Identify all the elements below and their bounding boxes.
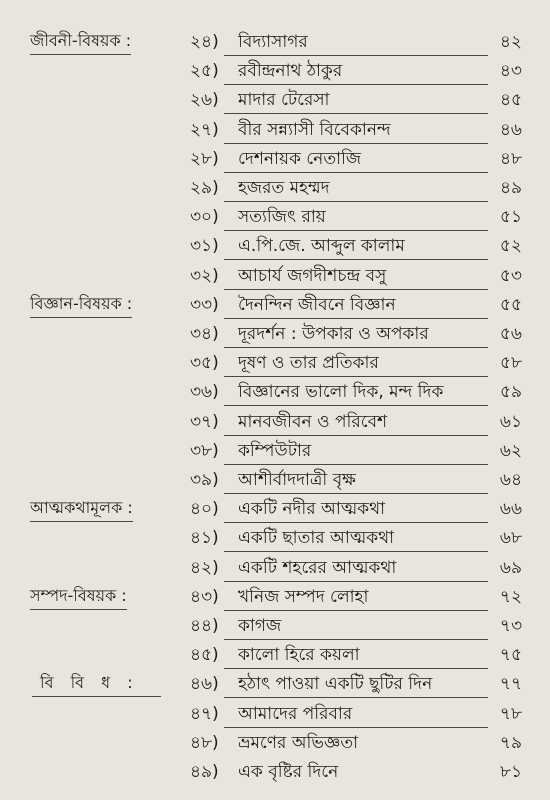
toc-entry [0,59,550,87]
toc-entry [0,118,550,146]
entry-title: হজরত মহম্মদ [238,178,330,198]
toc-entry [0,234,550,262]
toc-entry [0,556,550,584]
toc-entry [0,264,550,292]
entry-page: ৬১ [499,411,522,432]
entry-rule [224,201,488,202]
entry-page: ৭৭ [499,674,522,695]
entry-rule [224,143,488,144]
entry-number: ২৮) [190,148,219,169]
entry-title: দৈনন্দিন জীবনে বিজ্ঞান [238,294,396,315]
entry-rule [224,405,488,406]
entry-title: মানবজীবন ও পরিবেশ [238,411,388,432]
entry-title: কম্পিউটার [238,440,312,461]
entry-page: ৪৯ [499,178,522,198]
entry-rule [224,318,488,319]
toc-entry [0,205,550,233]
entry-title: আচার্য জগদীশচন্দ্র বসু [238,265,387,286]
entry-number: ২৭) [190,119,219,140]
entry-rule [224,610,488,611]
entry-title: মাদার টেরেসা [238,90,330,111]
entry-rule [224,55,488,56]
entry-page: ৭৮ [499,703,522,724]
entry-page: ৪২ [499,32,522,52]
toc-entry [0,614,550,642]
entry-page: ৫৬ [499,324,522,344]
entry-number: ৪১) [190,528,219,549]
entry-number: ৩৫) [190,353,219,374]
entry-title: একটি শহরের আত্মকথা [238,557,397,578]
toc-entry [0,760,550,788]
entry-rule [224,230,488,231]
entry-title: সত্যজিৎ রায় [238,207,326,228]
entry-title: হঠাৎ পাওয়া একটি ছুটির দিন [238,674,433,695]
entry-page: ৮১ [499,762,522,782]
entry-page: ৬৯ [499,557,522,578]
entry-title: দেশনায়ক নেতাজি [238,148,362,169]
entry-page: ৭৩ [499,616,522,636]
entry-page: ৫২ [499,236,522,257]
entry-rule [224,259,488,260]
entry-number: ৩০) [190,207,219,228]
toc-entry [0,672,550,700]
entry-number: ৩৩) [190,294,219,315]
entry-page: ৬৪ [499,470,522,490]
toc-entry [0,147,550,175]
entry-title: বিজ্ঞানের ভালো দিক, মন্দ দিক [238,382,444,403]
toc-entry [0,410,550,438]
toc-entry [0,30,550,58]
entry-page: ৭৫ [499,645,522,666]
entry-page: ৬২ [499,440,522,461]
entry-title: বিদ্যাসাগর [238,32,308,52]
entry-title: এ.পি.জে. আব্দুল কালাম [238,236,405,257]
entry-page: ৪৩ [499,61,522,82]
entry-number: ৪৬) [190,674,219,695]
entry-number: ২৪) [190,32,219,52]
entry-number: ৩৯) [190,470,219,490]
entry-title: আশীর্বাদদাত্রী বৃক্ষ [238,470,356,490]
entry-title: কালো হিরে কয়লা [238,645,360,666]
entry-title: দূষণ ও তার প্রতিকার [238,353,379,374]
entry-page: ৪৬ [499,119,522,140]
entry-number: ৩৭) [190,411,219,432]
entry-number: ৩৪) [190,324,219,344]
entry-rule [224,551,488,552]
entry-number: ৩৮) [190,440,219,461]
section-label: জীবনী-বিষয়ক : [30,31,132,50]
entry-page: ৫৩ [499,265,522,286]
entry-title: একটি ছাতার আত্মকথা [238,528,395,549]
entry-rule [224,493,488,494]
entry-page: ৭২ [499,586,522,607]
entry-number: ২৫) [190,61,219,82]
entry-rule [224,668,488,669]
toc-entry [0,88,550,116]
entry-rule [224,113,488,114]
entry-rule [224,727,488,728]
entry-title: বীর সন্ন্যাসী বিবেকানন্দ [238,119,391,140]
entry-page: ৫৯ [499,382,522,403]
toc-entry [0,468,550,496]
toc-entry [0,702,550,730]
entry-page: ৬৬ [499,499,522,520]
entry-title: কাগজ [238,616,282,636]
entry-title: এক বৃষ্টির দিনে [238,762,339,782]
toc-entry [0,585,550,613]
entry-page: ৭৯ [499,732,522,753]
entry-title: খনিজ সম্পদ লোহা [238,586,369,607]
entry-number: ৪৫) [190,645,219,666]
entry-rule [224,522,488,523]
entry-number: ৪৪) [190,616,219,636]
toc-entry [0,293,550,321]
section-label: সম্পদ-বিষয়ক : [30,585,127,605]
entry-number: ২৬) [190,90,219,111]
entry-number: ৪৩) [190,586,219,607]
entry-number: ২৯) [190,178,219,198]
toc-entry [0,351,550,379]
entry-number: ৩২) [190,265,219,286]
entry-rule [224,289,488,290]
toc-entry [0,380,550,408]
entry-title: দূরদর্শন : উপকার ও অপকার [238,324,429,344]
section-label: বিজ্ঞান-বিষয়ক : [30,293,133,313]
entry-page: ৪৮ [499,148,522,169]
entry-number: ৪০) [190,499,219,520]
toc-entry [0,526,550,554]
entry-title: ভ্রমণের অভিজ্ঞতা [238,732,359,753]
entry-title: আমাদের পরিবার [238,703,353,724]
entry-number: ৩১) [190,236,219,257]
entry-rule [224,347,488,348]
entry-number: ৪৯) [190,762,219,782]
entry-page: ৫৮ [499,353,522,374]
toc-entry [0,497,550,525]
entry-number: ৪৮) [190,732,219,753]
toc-entry [0,176,550,204]
entry-rule [224,581,488,582]
toc-entry [0,731,550,759]
entry-page: ৫১ [499,207,522,228]
section-label: বি বি ধ : [40,673,139,693]
entry-rule [224,435,488,436]
entry-rule [224,639,488,640]
entry-number: ৪২) [190,557,219,578]
entry-title: রবীন্দ্রনাথ ঠাকুর [238,61,343,82]
entry-rule [224,376,488,377]
toc-entry [0,439,550,467]
entry-page: ৪৫ [499,90,522,111]
toc-entry [0,643,550,671]
toc-entry [0,322,550,350]
entry-rule [224,84,488,85]
entry-rule [224,697,488,698]
entry-page: ৬৮ [499,528,522,549]
entry-rule [224,464,488,465]
entry-title: একটি নদীর আত্মকথা [238,499,386,520]
entry-rule [224,172,488,173]
section-label: আত্মকথামূলক : [30,498,133,518]
entry-page: ৫৫ [499,294,522,315]
entry-number: ৪৭) [190,703,219,724]
entry-number: ৩৬) [190,382,219,403]
